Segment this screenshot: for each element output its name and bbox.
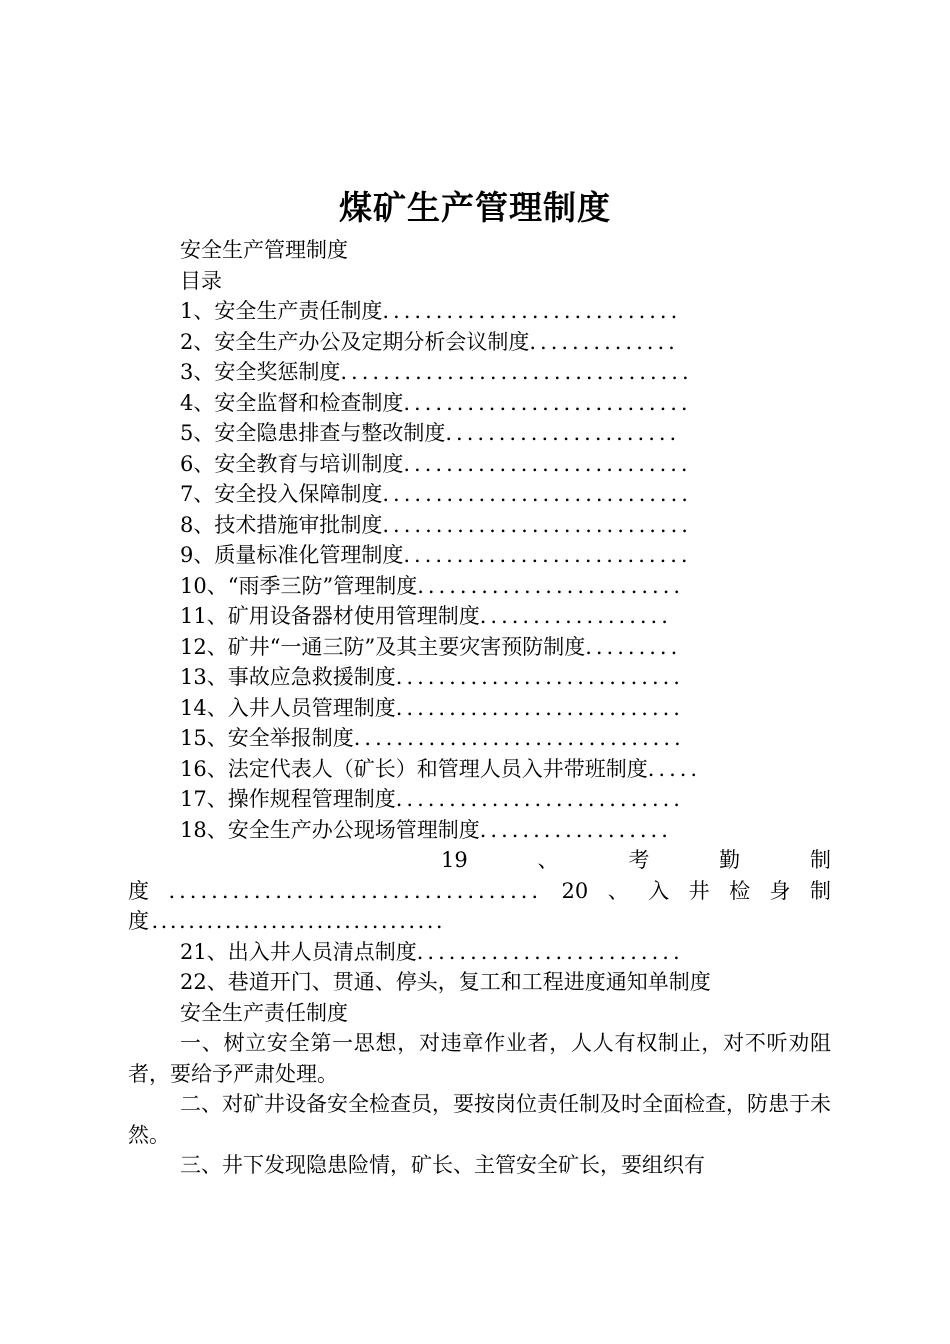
- toc-entry: 21、出入井人员清点制度 .........................: [180, 939, 684, 964]
- toc-entry: 2、安全生产办公及定期分析会议制度 ..............: [180, 329, 679, 354]
- toc-entry-19-continued: 度 ................................... 20 、 入 井 检 身 制: [128, 878, 831, 903]
- toc-entry: 11、矿用设备器材使用管理制度 ..................: [180, 604, 672, 628]
- toc-label: 目录: [180, 268, 222, 293]
- section-heading-2: 安全生产责任制度: [180, 1000, 348, 1025]
- paragraph: 一、树立安全第一思想，对违章作业者，人人有权制止，对不听劝阻者，要给予严肃处理。: [128, 1031, 831, 1086]
- toc-entry: 22、巷道开门、贯通、停头，复工和工程进度通知单制度: [180, 970, 711, 994]
- paragraph: 三、井下发现隐患险情，矿长、主管安全矿长，要组织有: [180, 1153, 705, 1177]
- toc-entry: 7、安全投入保障制度 .............................: [180, 482, 692, 506]
- toc-entry: 15、安全举报制度 ...............................: [180, 726, 685, 750]
- toc-entry: 16、法定代表人（矿长）和管理人员入井带班制度 .....: [180, 756, 702, 781]
- toc-entry-19: 19 、 考 勤 制: [441, 848, 831, 872]
- document-body: [128, 235, 831, 1181]
- toc-entry: 9、质量标准化管理制度 ...........................: [180, 543, 692, 567]
- toc-entry: 12、矿井“一通三防”及其主要灾害预防制度 .........: [180, 634, 682, 659]
- section-heading: 安全生产管理制度: [180, 238, 348, 262]
- toc-entry: 5、安全隐患排查与整改制度 ......................: [180, 421, 681, 445]
- paragraph: 二、对矿井设备安全检查员，要按岗位责任制及时全面检查，防患于未然。: [128, 1092, 831, 1147]
- document-title: 煤矿生产管理制度: [339, 188, 611, 227]
- toc-entry: 6、安全教育与培训制度 ...........................: [180, 451, 692, 476]
- toc-entry: 17、操作规程管理制度 ...........................: [180, 787, 684, 811]
- toc-entry: 18、安全生产办公现场管理制度 ..................: [180, 817, 672, 842]
- toc-entry: 3、安全奖惩制度 .................................: [180, 360, 693, 384]
- toc-entry: 1、安全生产责任制度 ............................: [180, 299, 682, 323]
- toc-entry: 14、入井人员管理制度 ...........................: [180, 695, 684, 720]
- toc-entry: 13、事故应急救援制度 ...........................: [180, 665, 684, 689]
- toc-entry: 8、技术措施审批制度 .............................: [180, 512, 692, 537]
- toc-entry-20-continued: 度................................: [128, 909, 446, 933]
- toc-entry: 4、安全监督和检查制度 ...........................: [180, 390, 692, 415]
- toc-entry: 10、“雨季三防”管理制度 .........................: [180, 573, 685, 598]
